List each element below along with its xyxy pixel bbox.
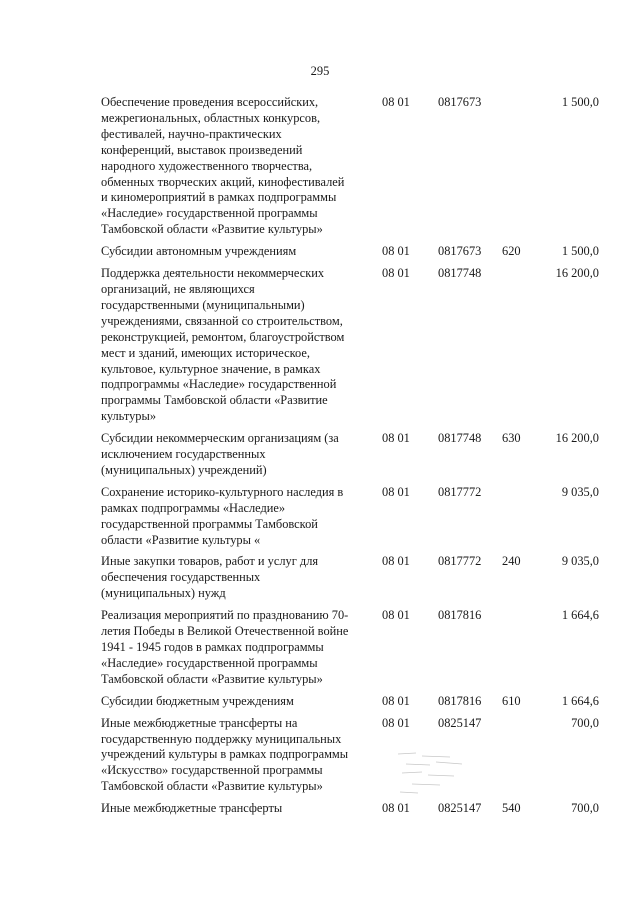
row-target-code: 0817748 (438, 431, 482, 446)
row-amount: 700,0 (571, 801, 599, 816)
row-description: Иные межбюджетные трансферты (101, 801, 283, 816)
row-section-code: 08 01 (382, 554, 410, 569)
row-amount: 1 664,6 (561, 608, 599, 623)
row-description: Сохранение историко-культурного наследия в рамках подпрограммы «Наследие» государственной программы Тамбовской области «Развитие культуры « (101, 484, 344, 547)
row-description: Реализация мероприятий по празднованию 70-летия Победы в Великой Отечественной войне 1941 - 1945 годов в рамках подпрограммы «Наследие» государственной программы Тамбовской области «Развитие культуры» (101, 608, 349, 686)
page-number: 295 (310, 64, 330, 78)
row-description: Поддержка деятельности некоммерческих организаций, не являющихся государственными (муниципальными) учреждениями, связанной со строительством, реконструкцией, ремонтом, благоустройством мест и зданий, имеющих историческое, культовое, культурное значение, в рамках подпрограммы «Наследие» государственной программы Тамбовской области «Развитие культуры» (101, 266, 345, 424)
row-expense-type: 620 (502, 244, 521, 259)
row-expense-type: 610 (502, 693, 521, 708)
row-section-code: 08 01 (382, 715, 410, 730)
table-row (0, 244, 640, 260)
row-amount: 1 664,6 (561, 693, 599, 708)
row-amount: 1 500,0 (561, 95, 599, 109)
table-row (0, 694, 640, 710)
row-target-code: 0817673 (438, 244, 482, 259)
row-section-code: 08 01 (382, 608, 410, 623)
row-target-code: 0817816 (438, 608, 482, 623)
row-amount: 9 035,0 (561, 554, 599, 569)
row-target-code: 0817772 (438, 554, 482, 569)
row-expense-type: 240 (502, 554, 521, 569)
row-target-code: 0817816 (438, 693, 482, 708)
faint-stamp-mark (392, 748, 472, 798)
table-row (0, 716, 640, 796)
row-target-code: 0817673 (438, 95, 482, 109)
row-section-code: 08 01 (382, 431, 410, 446)
row-amount: 16 200,0 (555, 266, 599, 281)
row-target-code: 0825147 (438, 801, 482, 816)
table-row (0, 554, 640, 602)
row-section-code: 08 01 (382, 484, 410, 499)
table-row (0, 95, 640, 238)
row-section-code: 08 01 (382, 266, 410, 281)
table-row (0, 801, 640, 817)
row-description: Субсидии некоммерческим организациям (за исключением государственных (муниципальных) учреждений) (101, 431, 339, 477)
table-row (0, 485, 640, 549)
row-description: Иные закупки товаров, работ и услуг для обеспечения государственных (муниципальных) нужд (101, 554, 319, 601)
row-section-code: 08 01 (382, 801, 410, 816)
row-target-code: 0817772 (438, 484, 482, 499)
row-amount: 1 500,0 (561, 244, 599, 259)
row-amount: 9 035,0 (561, 484, 599, 499)
row-section-code: 08 01 (382, 95, 410, 109)
row-amount: 700,0 (571, 715, 599, 730)
row-expense-type: 540 (502, 801, 521, 816)
row-section-code: 08 01 (382, 693, 410, 708)
row-section-code: 08 01 (382, 244, 410, 259)
row-description: Иные межбюджетные трансферты на государственную поддержку муниципальных учреждений культуры в рамках подпрограммы «Искусство» государственной программы Тамбовской области «Развитие культуры» (101, 715, 349, 794)
table-row (0, 608, 640, 688)
row-amount: 16 200,0 (555, 431, 599, 446)
row-description: Субсидии бюджетным учреждениям (101, 693, 294, 708)
table-row (0, 266, 640, 425)
row-description: Субсидии автономным учреждениям (101, 244, 297, 259)
row-description: Обеспечение проведения всероссийских, межрегиональных, областных конкурсов, фестивалей, научно-практических конференций, выставок произведений народного художественного творчества, обменных творческих акций, кинофестивалей и киномероприятий в рамках подпрограммы «Наследие» государственной программы Тамбовской области «Развитие культуры» (101, 95, 345, 237)
row-target-code: 0825147 (438, 715, 482, 730)
budget-table (0, 95, 640, 823)
table-row (0, 431, 640, 479)
row-expense-type: 630 (502, 431, 521, 446)
row-target-code: 0817748 (438, 266, 482, 281)
